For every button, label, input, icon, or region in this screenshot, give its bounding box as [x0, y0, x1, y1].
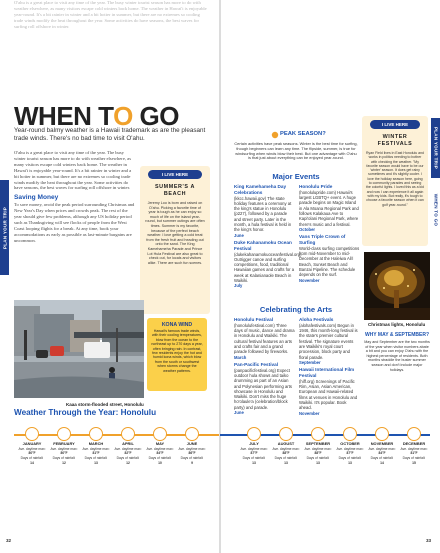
month-name: FEBRUARY: [53, 441, 75, 446]
month-rain: 13: [94, 460, 98, 465]
saving-money-body: To save money, avoid the peak period surrounding Christmas and New Year's Day when prices and crowds peak. The rest of the year should give few problems, although any US holiday period such as Thanksgiving will see flocks of people from the West Coast looping flights for a break. At any time, book your accommodations as early as possible as last-minute bargains are uncommon.: [14, 202, 135, 243]
events-col-1: [234, 184, 302, 302]
rain-label: Days of rainfall:: [242, 456, 266, 461]
sidebar-title: WINTER FESTIVALS: [377, 134, 413, 147]
month-temp: 81°F: [410, 451, 418, 456]
month-rain: 13: [252, 460, 256, 465]
rain-label: Days of rainfall:: [370, 456, 394, 461]
right-page: [220, 0, 440, 553]
event-month: September: [299, 359, 321, 365]
event-title: Honolulu Festival: [234, 317, 274, 322]
why-body: May and September are the two months of the year when visitor numbers abate a bit and you can enjoy O'ahu with the highest percentage of residents. Both months straddle the busier summer season and don't include major holidays.: [364, 340, 430, 372]
month-november: [368, 427, 396, 466]
month-december: [400, 427, 428, 466]
month-august: [272, 427, 300, 466]
major-events-heading: Major Events: [272, 172, 320, 181]
month-january: [18, 427, 46, 466]
top-body-text: [14, 0, 210, 92]
avg-label: Ave. daytime max:: [336, 446, 364, 451]
event-title: Pan-Pacific Festival: [234, 361, 279, 367]
rain-label: Days of rainfall:: [116, 456, 140, 461]
month-rain: 12: [62, 460, 66, 465]
right-side-tab-label: PLAN YOUR TRIP: [433, 126, 438, 170]
event-title: Vans Triple Crown of Surfing: [299, 234, 346, 245]
month-name: JUNE: [186, 441, 198, 446]
month-name: MAY: [155, 441, 165, 446]
sun-dot: [247, 427, 261, 441]
rain-label: Days of rainfall:: [84, 456, 108, 461]
sun-dot: [279, 427, 293, 441]
event-title: Hawaii International Film Festival: [299, 367, 355, 378]
title-part-a: WHEN T: [14, 101, 114, 131]
month-temp: 80°F: [60, 451, 68, 456]
event-body: (hiff.org) Screenings of Pacific Rim, Asian, Asian American, European and Hawaii-related films at venues in Honolulu and Waikiki. It's popular. Book ahead.: [299, 378, 358, 411]
event-body: (kkcc.hawaii.gov) The state holiday features a ceremony at the king's statue in Honolulu (p227), followed by a parade and street party. Later in the month, a hula festival is held in the king's honor.: [234, 195, 292, 233]
sidebar-body: Jeremy Loo is born and raised on O'ahu. Picking a favorite time of year is tough as he can enjoy so much of life on the island year-round, but summer outings are often times. Summer is my favorite, because of the perfect beach weather. I love getting a cold treat from the fresh fruit and heading out onto the sand. The King Kamehameha Parade and Prince Lot Hula Festival are also great to check out, for locals and visitors alike. There are such fun scenes.: [145, 201, 205, 265]
sun-dot: [89, 427, 103, 441]
month-temp: 81°F: [92, 451, 100, 456]
event-month: July: [234, 283, 243, 289]
weather-title: Weather Through the Year: Honolulu: [14, 408, 157, 417]
month-rain: 13: [284, 460, 288, 465]
kona-title: KONA WIND: [161, 322, 193, 328]
month-name: DECEMBER: [402, 441, 426, 446]
page-subtitle: Year-round balmy weather is a Hawaii trademark as are the pleasant trade winds. There's no bad time to visit O'ahu.: [14, 127, 206, 142]
event-body: (alohafestivals.com) Begun in 1946, this month-long festival is the state's premier cultural festival. The signature events are Waikiki's royal court procession, block party and floral parade.: [299, 322, 358, 360]
event-body: (dukekahanamokuoceanfestival.org) Outrigger canoe and surfing competitions, food, traditional Hawaiian games and crafts for a week at Kalanianaole Beach in Waikiki.: [234, 251, 302, 284]
month-name: APRIL: [122, 441, 134, 446]
page-number-left: 32: [6, 538, 12, 543]
month-rain: 12: [126, 460, 130, 465]
events-col-2: [299, 184, 360, 302]
avg-label: Ave. daytime max:: [114, 446, 142, 451]
rain-label: Days of rainfall:: [180, 456, 204, 461]
month-rain: 14: [30, 460, 34, 465]
event-title: Duke Kahanamoku Ocean Festival: [234, 239, 292, 251]
sun-dot: [343, 427, 357, 441]
why-title: WHY MAY & SEPTEMBER?: [364, 332, 430, 338]
left-side-tab: [0, 180, 9, 275]
month-may: [146, 427, 174, 466]
rain-label: Days of rainfall:: [274, 456, 298, 461]
month-temp: 84°F: [378, 451, 386, 456]
christmas-caption: Christmas lights, Honolulu: [368, 322, 426, 327]
christmas-lights-illustration: [364, 252, 430, 320]
arts-col-2: [299, 317, 360, 416]
event-body: (honolulupride.com) Hawaii's largest LGBTQ+ event. A huge parade begins on Magic Island in Ala Moana Regional Park and follows Kalakaua Ave to Kapi'olani Regional Park, where there's music and a festival.: [299, 189, 359, 227]
left-side-tab-label: PLAN YOUR TRIP: [2, 206, 7, 249]
month-rain: 13: [348, 460, 352, 465]
sidebar-body: Ryan Field lives in East Honolulu and works in politics needing to bother with checking the weather. "My favorite season would have to be our 'winter' season. It does get rainy sometimes and it's slightly cooler. I love the holiday season here, going to community parades and seeing the colorful lights. I loved this as a kid and now I can experience it all again with my kids. But really, it's tough to choose a favorite season when it can golf year-round.": [366, 151, 424, 207]
month-february: [50, 427, 78, 466]
saving-money-heading: Saving Money: [14, 194, 59, 202]
kona-wind-box: [147, 318, 207, 391]
rain-label: Days of rainfall:: [402, 456, 426, 461]
intro-paragraph: O'ahu is a great place to visit any time of the year. The busy winter tourist season has more to do with weather elsewhere, as many visitors escape cold winters back home. The weather in Hawai'i is enjoyable year-round. It's a bit rainier in winter and a bit hotter in summer, but there are no extremes so cooling trade winds modify the heat throughout the year. Some activities do have seasons, the best waves for surfing roll offshore in winter.: [14, 150, 132, 191]
christmas-lights-photo: [364, 252, 430, 320]
sun-dot: [311, 427, 325, 441]
flooded-street-illustration: [14, 300, 144, 398]
sun-dot: [185, 427, 199, 441]
event-month: November: [299, 277, 320, 283]
summer-sidebar: [140, 166, 210, 314]
event-month: June: [234, 232, 244, 238]
title-part-o: O: [113, 101, 133, 131]
sun-dot: [407, 427, 421, 441]
avg-label: Ave. daytime max:: [82, 446, 110, 451]
sidebar-title: SUMMER'S A BEACH: [154, 184, 196, 197]
top-body-paragraph: O'ahu is a great place to visit any time of the year. The busy winter tourist season has more to do with weather elsewhere, as many visitors escape cold winters back home. The weather in Hawai'i is enjoyable year-round. It's a bit rainier in winter and a bit hotter in summer, but there are no extremes so cooling trade winds modify the heat throughout the year. Some activities do have seasons, the best waves for surfing roll offshore in winter.: [14, 0, 207, 30]
event-title: Aloha Festivals: [299, 317, 334, 322]
rain-label: Days of rainfall:: [306, 456, 330, 461]
month-april: [114, 427, 142, 466]
month-temp: 88°F: [314, 451, 322, 456]
month-name: NOVEMBER: [370, 441, 394, 446]
kona-body: Hawaii's famous trade winds, with their cooling temperatures, blow from the ocean to the northeast up to 270 days a year, often bringing rain. In contrast, few residents enjoy the hot and humid kona winds, which blow from the south or southwest when storms change the weather patterns.: [151, 329, 203, 373]
avg-label: Ave. daytime max:: [304, 446, 332, 451]
month-name: MARCH: [88, 441, 104, 446]
rain-label: Days of rainfall:: [148, 456, 172, 461]
avg-label: Ave. daytime max:: [178, 446, 206, 451]
right-side-tab-2: [431, 180, 440, 240]
month-temp: 86°F: [188, 451, 196, 456]
month-march: [82, 427, 110, 466]
month-temp: 82°F: [124, 451, 132, 456]
avg-label: Ave. daytime max:: [18, 446, 46, 451]
peak-season-title: PEAK SEASON?: [280, 131, 326, 137]
i-live-here-pill: I LIVE HERE: [148, 170, 202, 179]
event-body: (panpacificfestival.org) Expect outdoor hula shows and taiko drumming as part of an Asian and Polynesian performing arts showcase in Honolulu and Waikiki. Don't miss the huge ho'olaule'a (celebration/block party) and parade.: [234, 367, 292, 410]
avg-label: Ave. daytime max:: [146, 446, 174, 451]
celebrating-arts-heading: Celebrating the Arts: [259, 305, 333, 314]
month-temp: 87°F: [346, 451, 354, 456]
month-temp: 88°F: [282, 451, 290, 456]
month-temp: 84°F: [156, 451, 164, 456]
rain-label: Days of rainfall:: [52, 456, 76, 461]
avg-label: Ave. daytime max:: [368, 446, 396, 451]
sun-dot: [57, 427, 71, 441]
title-part-c: GO: [132, 101, 179, 131]
avg-label: Ave. daytime max:: [50, 446, 78, 451]
winter-sidebar: [362, 116, 428, 246]
event-title: Honolulu Pride: [299, 184, 333, 189]
event-month: October: [299, 226, 316, 232]
right-side-tab-2-label: WHEN TO GO: [433, 193, 438, 227]
sun-dot: [375, 427, 389, 441]
event-month: March: [234, 354, 247, 360]
sun-dot: [25, 427, 39, 441]
month-july: [240, 427, 268, 466]
event-month: June: [234, 410, 244, 416]
rain-label: Days of rainfall:: [338, 456, 362, 461]
page-number-right: 33: [426, 538, 432, 543]
month-name: OCTOBER: [340, 441, 360, 446]
month-temp: 87°F: [250, 451, 258, 456]
month-rain: 14: [380, 460, 384, 465]
sun-dot: [153, 427, 167, 441]
month-june: [178, 427, 206, 466]
photo-caption: Kaaa storm-flooded street, Honolulu: [66, 402, 144, 407]
month-name: JULY: [249, 441, 259, 446]
right-side-tab: [431, 118, 440, 178]
month-rain: 13: [316, 460, 320, 465]
intro-column: [14, 150, 136, 298]
event-body: World-class surfing competitions from mid-November to mid-December at the Haleiwa Ali'i Beach, Sunset Beach and Banzai Pipeline. The schedule depends on the surf.: [299, 245, 360, 278]
month-rain: 10: [158, 460, 162, 465]
avg-label: Ave. daytime max:: [400, 446, 428, 451]
event-body: (honolulufestival.com) Three days of music, dance and drama in Honolulu and Waikiki. The cultural festival features an arts and crafts fair and a grand parade followed by fireworks.: [234, 322, 295, 355]
month-name: SEPTEMBER: [305, 441, 331, 446]
month-rain: 9: [191, 460, 193, 465]
month-temp: 80°F: [28, 451, 36, 456]
event-month: November: [299, 410, 320, 416]
event-title: King Kamehameha Day Celebrations: [234, 184, 287, 195]
sun-icon: [270, 130, 280, 140]
month-name: JANUARY: [22, 441, 42, 446]
avg-label: Ave. daytime max:: [240, 446, 268, 451]
peak-season-body: Certain activities have peak seasons. Winter is the best time for surfing, though beginners can learn any time. The flipside, summer, is true for windsurfing when winds blow their best. But one advantage with O'ahu is that just about everything can be enjoyed year-round.: [234, 141, 358, 161]
month-september: [304, 427, 332, 466]
month-october: [336, 427, 364, 466]
i-live-here-pill: I LIVE HERE: [370, 120, 420, 129]
month-name: AUGUST: [277, 441, 295, 446]
rain-label: Days of rainfall:: [20, 456, 44, 461]
month-rain: 15: [412, 460, 416, 465]
sun-dot: [121, 427, 135, 441]
arts-col-1: [234, 317, 295, 416]
avg-label: Ave. daytime max:: [272, 446, 300, 451]
flooded-street-photo: [14, 300, 144, 398]
